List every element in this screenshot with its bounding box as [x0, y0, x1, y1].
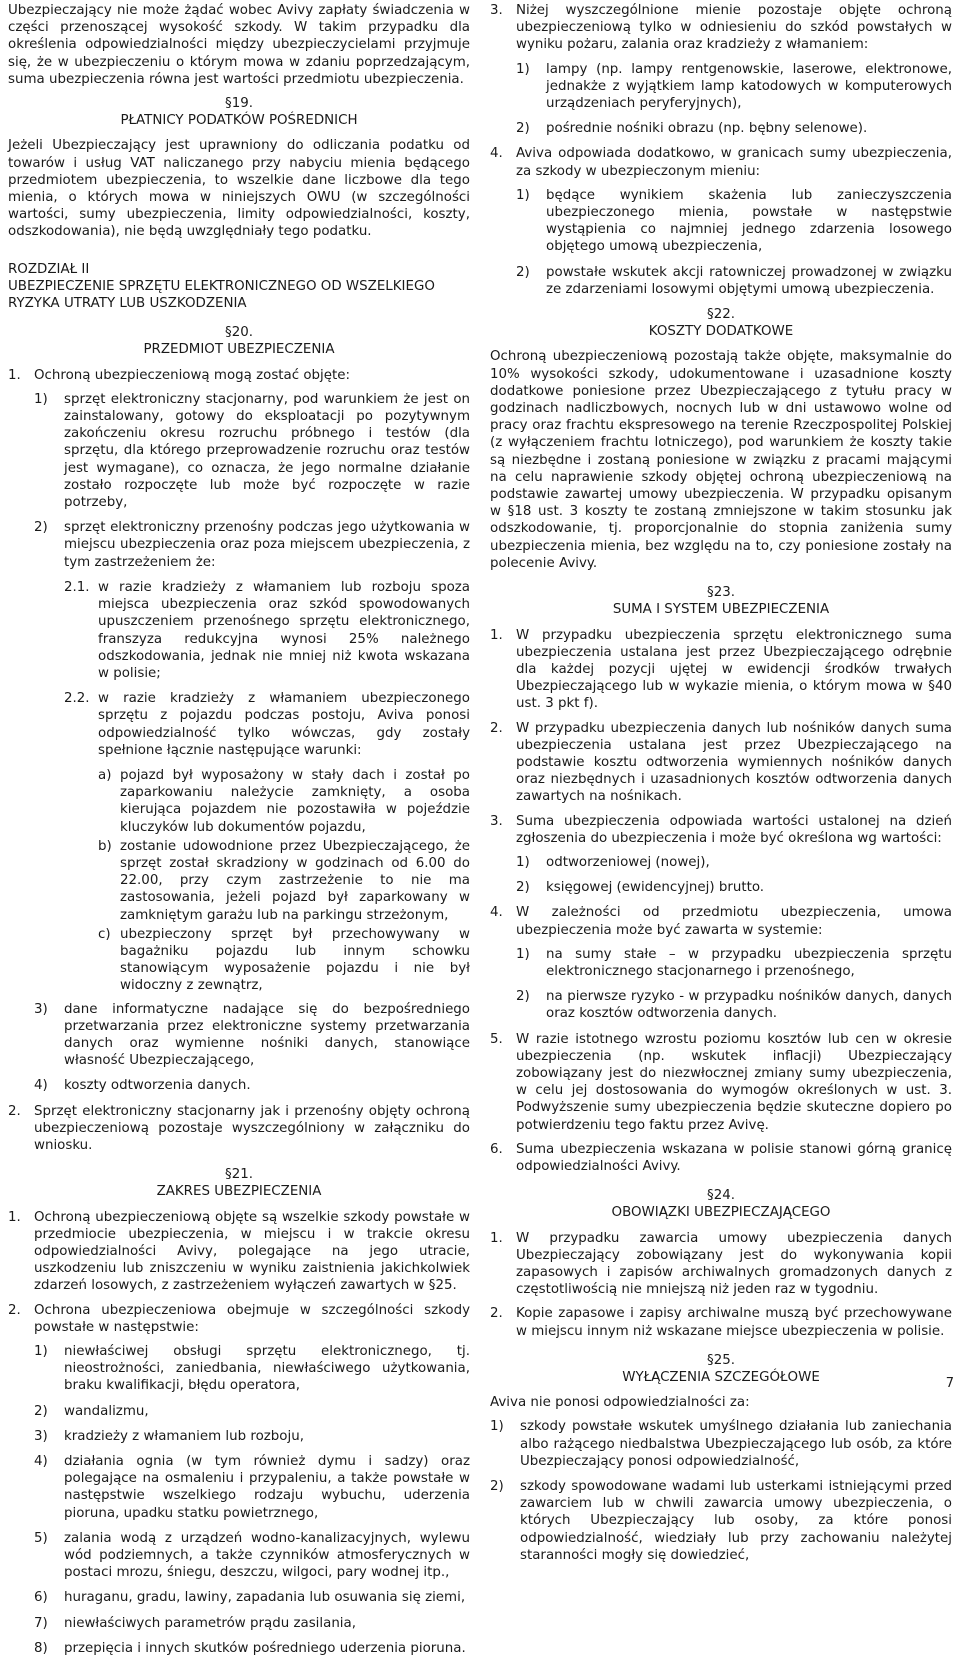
item-number: 1)	[34, 1344, 48, 1360]
paragraph-text: Ochrona ubezpieczeniowa obejmuje w szczególności szkody powstałe w następstwie:	[34, 1302, 470, 1335]
item-text: będące wynikiem skażenia lub zanieczyszczenia ubezpieczonego mienia, powstałe w następstwie wystąpienia co najmniej jednego zdarzenia losowego objętego umową ubezpieczenia,	[546, 187, 952, 255]
right-column	[490, 2, 952, 1572]
item-text: niewłaściwych parametrów prądu zasilania,	[64, 1615, 356, 1631]
item-text: działania ognia (w tym również dymu i sadzy) oraz polegające na osmaleniu i przypaleniu, a także powstałe w następstwie wszelkiego rodzaju wybuchu, uderzenia pioruna, upadku statku powietrznego,	[64, 1454, 470, 1521]
numbered-paragraph	[490, 720, 952, 806]
section-number: §24.	[707, 1188, 735, 1204]
item-number: 5)	[34, 1530, 48, 1546]
item-text: lampy (np. lampy rentgenowskie, laserowe, elektronowe, jednakże z wyjątkiem lamp katodowych w komputerowych urządzeniach peryferyjnych),	[546, 61, 952, 112]
section-paragraph: Ochroną ubezpieczeniową pozostają także objęte, maksymalnie do 10% wysokości szkody, udokumentowane i uzasadnione koszty dodatkowe poniesione przez Ubezpieczającego z tytułu pracy w godzinach nadliczbowych, nocnych lub w dni ustawowo wolne od pracy oraz frachtu ekspresowego na terenie Rzeczpospolitej Polskiej (z wyłączeniem frachtu lotniczego), pod warunkiem że koszty takie są niezbędne i zostaną poniesione w związku z pracami mającymi na celu naprawienie szkody objętej ochroną ubezpieczeniową na podstawie zawartej umowy ubezpieczenia. W przypadku opisanym w §18 ust. 3 koszty te zostaną zmniejszone w takim stosunku jak odszkodowanie, tj. proporcjonalnie do stopnia zaniżenia sumy ubezpieczenia mienia, bez względu na to, czy poniesione zostały na polecenie Avivy.	[490, 349, 952, 571]
item-number: 7)	[34, 1615, 48, 1631]
list-item	[516, 988, 952, 1022]
numbered-paragraph	[490, 904, 952, 938]
item-number: 1)	[516, 854, 530, 870]
numbered-paragraph	[8, 367, 470, 384]
paragraph-text: Suma ubezpieczenia odpowiada wartości ustalonej na dzień zgłoszenia do ubezpieczenia i może być określona wg wartości:	[516, 813, 952, 846]
paragraph-number: 3.	[490, 813, 503, 829]
item-text: ubezpieczony sprzęt był przechowywany w bagażniku pojazdu lub innym schowku stanowiącym wyposażenie pojazdu i nie był widoczny z zewnątrz,	[120, 926, 470, 994]
list-item	[34, 1343, 470, 1395]
item-list	[516, 854, 952, 896]
section-number: §19.	[225, 96, 253, 112]
item-text: na sumy stałe – w przypadku ubezpieczenia sprzętu elektronicznego stacjonarnego i przenośnego,	[546, 946, 952, 979]
item-number: 6)	[34, 1590, 48, 1606]
list-item	[98, 926, 470, 995]
paragraph-number: 4.	[490, 905, 503, 921]
item-text: w razie kradzieży z włamaniem ubezpieczonego sprzętu z pojazdu podczas postoju, Aviva ponosi odpowiedzialność tylko wówczas, gdy zostały spełnione łącznie następujące warunki:	[98, 691, 470, 758]
paragraph-number: 1.	[490, 627, 503, 643]
item-text: przepięcia i innych skutków pośredniego uderzenia pioruna.	[64, 1640, 466, 1656]
numbered-paragraph	[490, 1141, 952, 1175]
list-item	[34, 1077, 470, 1094]
item-text: powstałe wskutek akcji ratowniczej prowadzonej w związku ze zdarzeniami losowymi objętymi umową ubezpieczenia.	[546, 264, 952, 297]
list-item	[34, 1640, 470, 1657]
section-number: §25.	[707, 1352, 735, 1368]
chapter-label: ROZDZIAŁ II	[8, 261, 90, 277]
list-item	[64, 690, 470, 759]
list-item	[34, 1615, 470, 1632]
item-text: sprzęt elektroniczny przenośny podczas jego użytkowania w miejscu ubezpieczenia oraz poza miejscem ubezpieczenia, z tym zastrzeżeniem że:	[64, 520, 470, 570]
paragraph-text: Ochroną ubezpieczeniową mogą zostać objęte:	[34, 367, 351, 383]
section-title: PRZEDMIOT UBEZPIECZENIA	[143, 342, 335, 358]
item-list	[516, 946, 952, 1023]
list-item	[490, 1478, 952, 1564]
intro-paragraph: Ubezpieczający nie może żądać wobec Avivy zapłaty świadczenia w części przenoszącej wysokość szkody. W takim przypadku dla określenia odpowiedzialności między ubezpieczycielami przyjmuje się, że w ubezpieczeniu o którym mowa w zdaniu poprzedzającym, suma ubezpieczenia równa jest wartości przedmiotu ubezpieczenia.	[8, 3, 470, 87]
item-text: dane informatyczne nadające się do bezpośredniego przetwarzania przez elektroniczne systemy przetwarzania danych oraz wymienne nośniki danych, stanowiące własność Ubezpieczającego,	[64, 1001, 470, 1069]
item-number: 2.2.	[64, 691, 90, 707]
item-text: zalania wodą z urządzeń wodno-kanalizacyjnych, wylewu wód podziemnych, a także czynników atmosferycznych w postaci mrozu, śniegu, deszczu, wilgoci, pary wodnej itp.,	[64, 1530, 470, 1581]
item-list	[516, 187, 952, 298]
section-title: PŁATNICY PODATKÓW POŚREDNICH	[120, 113, 358, 129]
item-number: 2)	[34, 520, 48, 536]
sub-sub-list	[98, 767, 470, 995]
page-number: 7	[945, 1375, 954, 1391]
item-number: 1)	[34, 391, 48, 407]
item-text: kradzieży z włamaniem lub rozboju,	[64, 1428, 304, 1444]
sub-list	[64, 579, 470, 995]
numbered-paragraph	[490, 813, 952, 847]
paragraph-number: 2.	[8, 1302, 21, 1318]
paragraph-text: Aviva odpowiada dodatkowo, w granicach sumy ubezpieczenia, za szkody w ubezpieczonym mieniu:	[516, 146, 952, 179]
item-text: zostanie udowodnione przez Ubezpieczającego, że sprzęt został skradziony w godzinach od 6.00 do 22.00, przy czym zastrzeżenie to nie ma zastosowania, jeżeli pojazd był zaparkowany w zamkniętym garażu lub na parkingu strzeżonym,	[120, 838, 470, 923]
item-number: 3)	[34, 1001, 48, 1017]
item-text: szkody powstałe wskutek umyślnego działania lub zaniechania albo rażącego niedbalstwa Ubezpieczającego lub osób, za które Ubezpieczający ponosi odpowiedzialność,	[520, 1419, 952, 1469]
list-item	[34, 1589, 470, 1606]
item-number: 2.1.	[64, 579, 90, 595]
section-intro: Aviva nie ponosi odpowiedzialności za:	[490, 1395, 750, 1411]
paragraph-number: 1.	[8, 1209, 21, 1225]
paragraph-number: 5.	[490, 1031, 503, 1047]
numbered-paragraph	[490, 2, 952, 54]
item-text: szkody spowodowane wadami lub usterkami istniejącymi przed zawarciem lub w chwili zawarcia umowy ubezpieczenia, o których Ubezpieczający lub osoby, za które ponosi odpowiedzialność, wiedziały lub przy zachowaniu należytej staranności mogły się dowiedzieć,	[520, 1479, 952, 1563]
list-item	[516, 854, 952, 871]
paragraph-text: Ochroną ubezpieczeniową objęte są wszelkie szkody powstałe w przedmiocie ubezpieczenia, w miejscu i w trakcie okresu odpowiedzialności Avivy, polegające na jego utracie, uszkodzeniu lub zniszczeniu w wyniku zaistnienia jakichkolwiek zdarzeń losowych, z zastrzeżeniem wyłączeń zawartych w §25.	[34, 1209, 470, 1294]
paragraph-number: 2.	[490, 720, 503, 736]
item-number: 2)	[490, 1479, 504, 1495]
item-text: wandalizmu,	[64, 1403, 149, 1419]
list-item	[34, 1001, 470, 1070]
section-paragraph: Jeżeli Ubezpieczający jest uprawniony do odliczania podatku od towarów i usług VAT naliczanego przy nabyciu mienia będącego przedmiotem ubezpieczenia, to wszelkie dane liczbowe dla tego mienia, o których mowa w niniejszych OWU (w szczególności wartości, sumy ubezpieczenia, limity odpowiedzialności, koszty, odszkodowania), nie będą uwzględniały tego podatku.	[8, 138, 470, 240]
list-item	[516, 879, 952, 896]
numbered-paragraph	[8, 1209, 470, 1295]
paragraph-text: W przypadku ubezpieczenia sprzętu elektronicznego suma ubezpieczenia ustalana jest przez Ubezpieczającego odrębnie dla każdej pozycji ujętej w ewidencji środków trwałych Ubezpieczającego lub w wykazie mienia, o którym mowa w §40 ust. 3 pkt f).	[516, 627, 952, 712]
list-item	[516, 264, 952, 298]
list-item	[516, 61, 952, 113]
list-item	[516, 946, 952, 980]
section-title: SUMA I SYSTEM UBEZPIECZENIA	[612, 602, 830, 618]
item-number: 1)	[490, 1419, 504, 1435]
item-text: odtworzeniowej (nowej),	[546, 854, 710, 870]
item-number: 4)	[34, 1454, 48, 1470]
list-item	[34, 1403, 470, 1420]
paragraph-text: Suma ubezpieczenia wskazana w polisie stanowi górną granicę odpowiedzialności Avivy.	[516, 1141, 952, 1174]
list-item	[516, 120, 952, 137]
item-number: b)	[98, 838, 112, 854]
item-text: w razie kradzieży z włamaniem lub rozboju spoza miejsca ubezpieczenia oraz szkód spowodowanych upuszczeniem przenośnego sprzętu elektronicznego, franszyza redukcyjna wynosi 25% należnego odszkodowania, jednak nie mniej niż kwota wskazana w polisie;	[98, 579, 470, 681]
item-number: 4)	[34, 1078, 48, 1094]
section-number: §20.	[225, 325, 253, 341]
chapter-heading	[8, 261, 470, 313]
paragraph-number: 1.	[8, 367, 21, 383]
section-title: OBOWIĄZKI UBEZPIECZAJĄCEGO	[611, 1205, 831, 1221]
paragraph-number: 1.	[490, 1230, 503, 1246]
section-number: §23.	[707, 585, 735, 601]
item-list	[34, 1343, 470, 1657]
item-text: pojazd był wyposażony w stały dach i został po zaparkowaniu należycie zamknięty, a osoba kierująca pojazdem nie pozostawiła w pojeździe kluczyków lub dokumentów pojazdu,	[120, 767, 470, 835]
item-number: 2)	[516, 880, 530, 896]
item-text: pośrednie nośniki obrazu (np. bębny selenowe).	[546, 121, 868, 137]
section-number: §21.	[225, 1167, 253, 1183]
paragraph-text: W przypadku ubezpieczenia danych lub nośników danych suma ubezpieczenia ustalana jest przez Ubezpieczającego na podstawie kosztu odtworzenia wymiennych nośników danych oraz niezbędnych i uzasadnionych kosztów odtworzenia danych zawartych na nośnikach.	[516, 720, 952, 805]
list-item	[34, 1453, 470, 1522]
paragraph-text: Niżej wyszczególnione mienie pozostaje objęte ochroną ubezpieczeniową tylko w odniesieniu do szkód powstałych w wyniku pożaru, zalania oraz kradzieży z włamaniem:	[516, 3, 952, 53]
item-text: huraganu, gradu, lawiny, zapadania lub osuwania się ziemi,	[64, 1590, 466, 1606]
chapter-title: UBEZPIECZENIE SPRZĘTU ELEKTRONICZNEGO OD WSZELKIEGO RYZYKA UTRATY LUB USZKODZENIA	[8, 278, 435, 312]
paragraph-number: 6.	[490, 1141, 503, 1157]
paragraph-text: Sprzęt elektroniczny stacjonarny jak i przenośny objęty ochroną ubezpieczeniową pozostaje wyszczególniony w załączniku do wniosku.	[34, 1103, 470, 1153]
list-item	[490, 1418, 952, 1470]
item-number: 1)	[516, 187, 530, 203]
paragraph-text: W razie istotnego wzrostu poziomu kosztów lub cen w okresie ubezpieczenia (np. wskutek inflacji) Ubezpieczający zobowiązany jest do niezwłocznej zmiany sumy ubezpieczenia, w celu jej dostosowania do wymogów określonych w ust. 3. Podwyższenie sumy ubezpieczenia będzie skuteczne dopiero po potwierdzeniu tego faktu przez Avivę.	[516, 1031, 952, 1133]
numbered-paragraph	[8, 1103, 470, 1155]
numbered-paragraph	[490, 1230, 952, 1299]
numbered-paragraph	[8, 1302, 470, 1336]
item-list	[516, 61, 952, 138]
list-item	[516, 187, 952, 256]
numbered-paragraph	[490, 1031, 952, 1134]
paragraph-number: 2.	[490, 1306, 503, 1322]
list-item	[34, 1428, 470, 1445]
item-number: a)	[98, 767, 112, 783]
paragraph-text: Kopie zapasowe i zapisy archiwalne muszą być przechowywane w miejscu innym niż wskazane miejsce ubezpieczenia w polisie.	[516, 1306, 952, 1339]
item-number: 2)	[34, 1403, 48, 1419]
numbered-paragraph	[490, 627, 952, 713]
section-title: WYŁĄCZENIA SZCZEGÓŁOWE	[622, 1370, 820, 1386]
item-number: 8)	[34, 1640, 48, 1656]
paragraph-text: W zależności od przedmiotu ubezpieczenia, umowa ubezpieczenia może być zawarta w systemie:	[516, 905, 952, 938]
paragraph-text: W przypadku zawarcia umowy ubezpieczenia danych Ubezpieczający zobowiązany jest do wykonywania kopii zapasowych i zapisów archiwalnych gromadzonych danych z częstotliwością nie mniejszą niż jeden raz w tygodniu.	[516, 1230, 952, 1298]
section-number: §22.	[707, 307, 735, 323]
numbered-paragraph	[490, 145, 952, 179]
item-text: sprzęt elektroniczny stacjonarny, pod warunkiem że jest on zainstalowany, gotowy do eksploatacji po pozytywnym zakończeniu okresu rozruchu próbnego i testów (dla sprzętu, dla którego przeprowadzenie rozruchu oraz testów jest wymagane), co oznacza, że jego normalne działanie zostało rozpoczęte lub może być rozpoczęte w razie potrzeby,	[64, 391, 470, 511]
paragraph-number: 2.	[8, 1103, 21, 1119]
item-number: 2)	[516, 264, 530, 280]
section-title: KOSZTY DODATKOWE	[648, 324, 794, 340]
section-title: ZAKRES UBEZPIECZENIA	[156, 1184, 322, 1200]
left-column	[8, 2, 470, 1665]
item-text: koszty odtworzenia danych.	[64, 1078, 251, 1094]
list-item	[98, 767, 470, 836]
numbered-paragraph	[490, 1305, 952, 1339]
paragraph-number: 3.	[490, 3, 503, 18]
item-number: 3)	[34, 1428, 48, 1444]
item-text: na pierwsze ryzyko - w przypadku nośników danych, danych oraz kosztów odtworzenia danych.	[546, 989, 952, 1022]
list-item	[34, 519, 470, 571]
item-number: c)	[98, 926, 111, 942]
item-number: 1)	[516, 61, 530, 77]
item-number: 2)	[516, 989, 530, 1005]
item-text: niewłaściwej obsługi sprzętu elektronicznego, tj. nieostrożności, zaniedbania, niewłaściwego użytkowania, braku kwalifikacji, błędu operatora,	[64, 1344, 470, 1394]
list-item	[34, 391, 470, 511]
list-item	[98, 838, 470, 924]
item-list	[34, 391, 470, 1095]
list-item	[64, 579, 470, 682]
item-number: 2)	[516, 121, 530, 137]
item-number: 1)	[516, 946, 530, 962]
paragraph-number: 4.	[490, 146, 503, 162]
list-item	[34, 1530, 470, 1582]
item-text: księgowej (ewidencyjnej) brutto.	[546, 880, 765, 896]
